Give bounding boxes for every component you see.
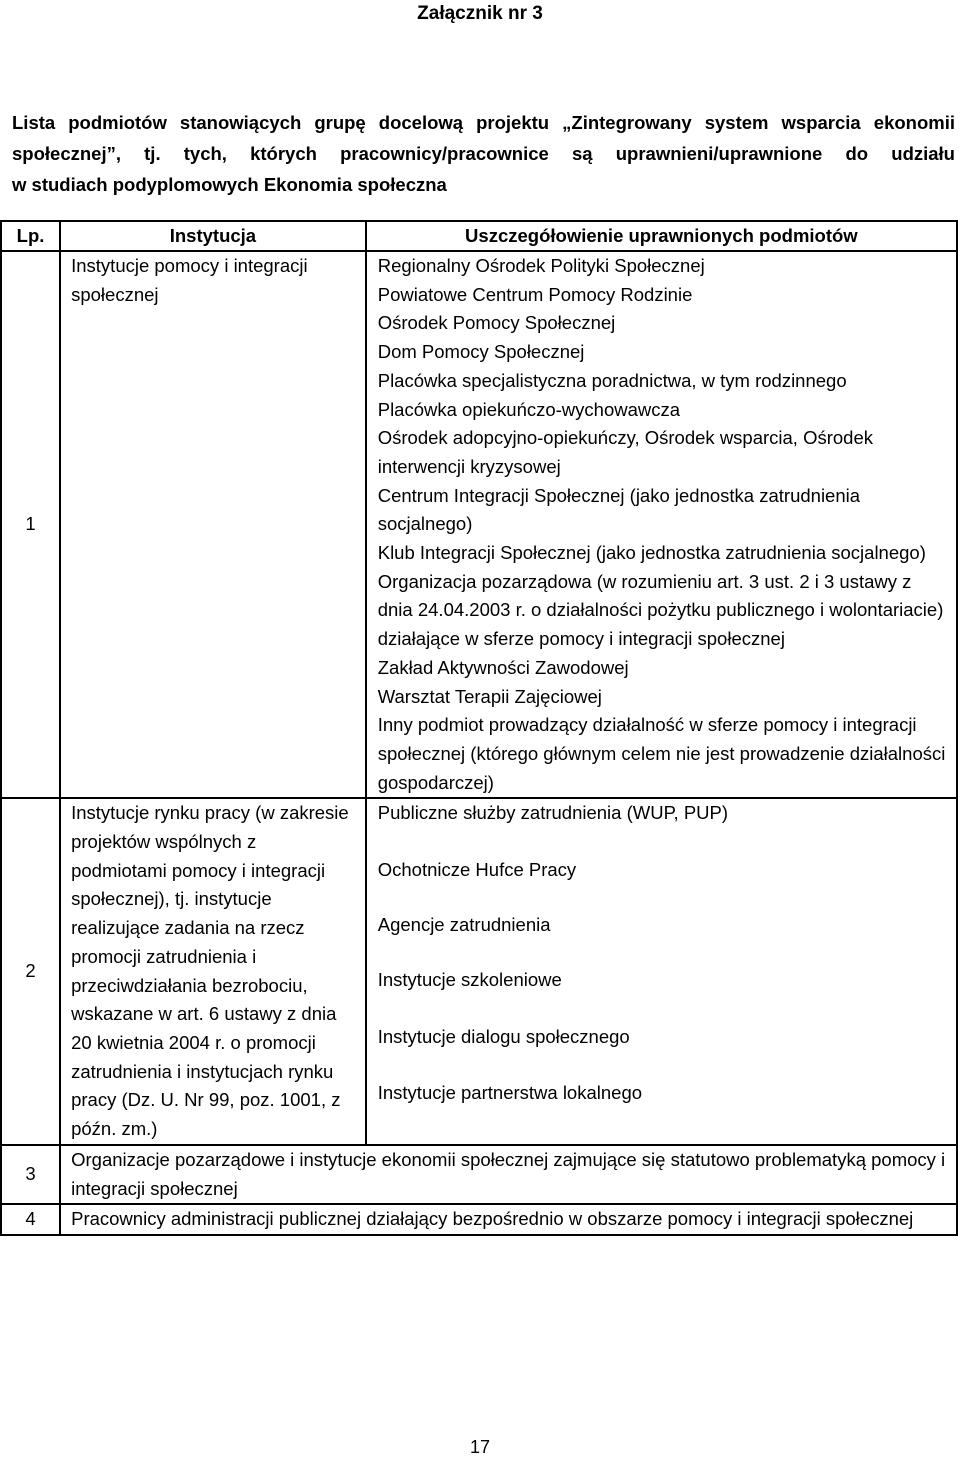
detail-item: Warsztat Terapii Zajęciowej [377,685,602,707]
intro-line: Lista podmiotów stanowiących grupę docelową projektu „Zintegrowany system wsparcia ekonomii [12,112,955,133]
details-cell [366,251,957,798]
detail-item: Ochotnicze Hufce Pracy [377,859,577,881]
row-number: 2 [1,798,60,1144]
row-number: 3 [1,1145,60,1204]
detail-item: Organizacja pozarządowa (w rozumieniu art. 3 ust. 2 i 3 ustawy z dnia 24.04.2003 r. o działalności pożytku publicznego i wolontariacie) działające w sferze pomocy i integracji społecznej [377,570,944,650]
institution-cell: Instytucje rynku pracy (w zakresie projektów wspólnych z podmiotami pomocy i integracji społecznej), tj. instytucje realizujące zadania na rzecz promocji zatrudnienia i przeciwdziałania bezrobociu, wskazane w art. 6 ustawy z dnia 20 kwietnia 2004 r. o promocji zatrudnienia i instytucjach rynku pracy (Dz. U. Nr 99, poz. 1001, z późn. zm.) [60,798,366,1144]
detail-item: Regionalny Ośrodek Polityki Społecznej [377,255,705,276]
table-row [1,1204,957,1235]
page-number: 17 [469,1437,491,1457]
page-title: Załącznik nr 3 [417,3,543,24]
detail-item: Instytucje partnerstwa lokalnego [377,1081,643,1103]
merged-description-cell: Organizacje pozarządowe i instytucje ekonomii społecznej zajmujące się statutowo problematyką pomocy i integracji społecznej [60,1145,957,1204]
table-row [1,1145,957,1204]
detail-item: Placówka specjalistyczna poradnictwa, w tym rodzinnego [377,369,847,391]
detail-item: Instytucje szkoleniowe [377,969,562,991]
header-details: Uszczegółowienie uprawnionych podmiotów [366,221,957,251]
detail-item: Ośrodek Pomocy Społecznej [377,312,616,334]
detail-item: Dom Pomocy Społecznej [377,341,585,363]
merged-description-cell: Pracownicy administracji publicznej działający bezpośrednio w obszarze pomocy i integracji społecznej [60,1204,957,1235]
detail-item: Powiatowe Centrum Pomocy Rodzinie [377,283,693,305]
table-row [1,798,957,1144]
detail-item: Klub Integracji Społecznej (jako jednostka zatrudnienia socjalnego) [377,542,926,564]
detail-item: Ośrodek adopcyjno-opiekuńczy, Ośrodek wsparcia, Ośrodek interwencji kryzysowej [377,427,874,477]
header-institution: Instytucja [60,221,366,251]
details-cell [366,798,957,1144]
intro-line: społecznej”, tj. tych, których pracownicy/pracownice są uprawnieni/uprawnione do udziału [12,143,955,164]
detail-item: Instytucje dialogu społecznego [377,1026,630,1048]
intro-line: w studiach podyplomowych Ekonomia społeczna [12,174,447,195]
detail-item: Publiczne służby zatrudnienia (WUP, PUP) [377,802,729,824]
table-header-row [1,221,957,251]
detail-item: Agencje zatrudnienia [377,913,551,935]
institution-cell: Instytucje pomocy i integracji społecznej [60,251,366,798]
detail-item: Placówka opiekuńczo-wychowawcza [377,398,681,420]
eligible-entities-table [0,220,958,1236]
detail-item: Zakład Aktywności Zawodowej [377,656,629,678]
intro-paragraph [12,107,955,200]
row-number: 4 [1,1204,60,1235]
row-number: 1 [1,251,60,798]
header-lp: Lp. [1,221,60,251]
detail-item: Inny podmiot prowadzący działalność w sferze pomocy i integracji społecznej (którego głównym celem nie jest prowadzenie działalności gospodarczej) [377,714,946,793]
detail-item: Centrum Integracji Społecznej (jako jednostka zatrudnienia socjalnego) [377,484,861,535]
table-row [1,251,957,798]
